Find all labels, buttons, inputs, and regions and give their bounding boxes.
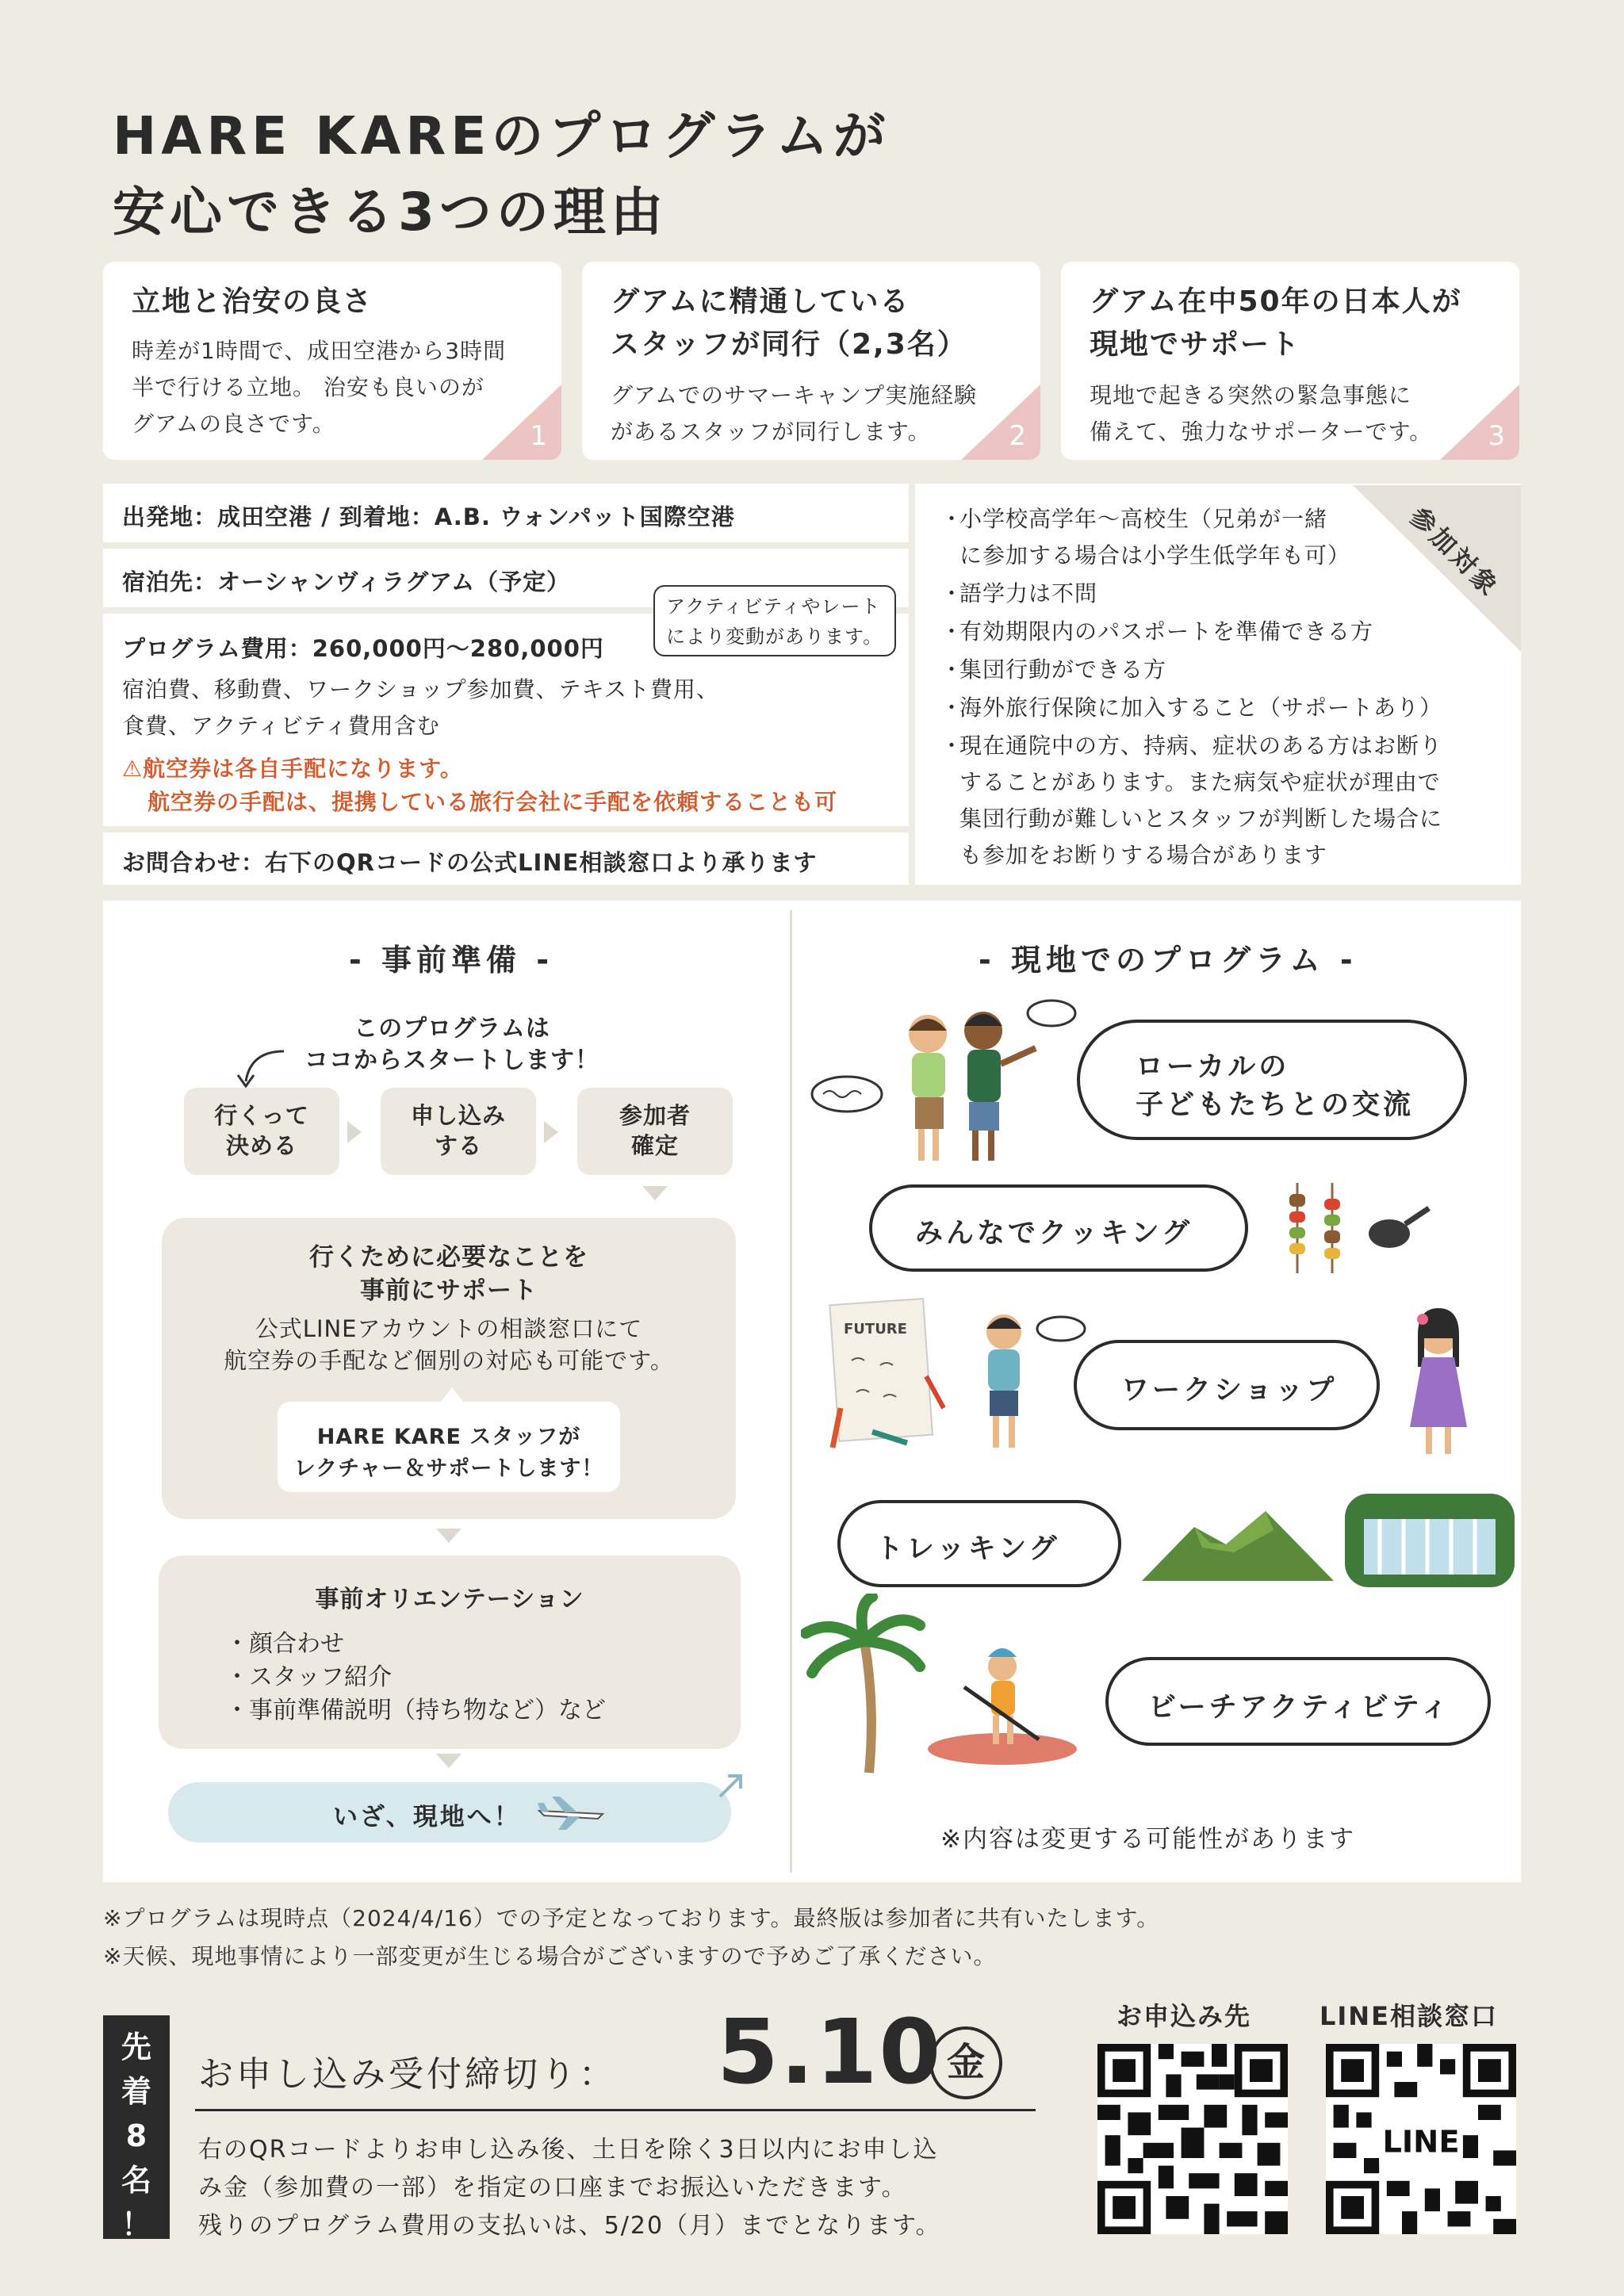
fee-text: プログラム費用：260,000円〜280,000円 — [122, 635, 604, 662]
step-apply: 申し込み する — [381, 1088, 536, 1175]
title-line-1: HARE KAREのプログラムが — [113, 105, 891, 166]
support-heading: 行くために必要なことを — [309, 1243, 588, 1272]
weekday-circle: 金 — [929, 2026, 1002, 2099]
local-title: - 現地でのプログラム - — [979, 943, 1358, 978]
go-text: いざ、現地へ！ — [333, 1803, 521, 1831]
reason-heading: グアムに精通している — [611, 285, 910, 318]
beach-bubble: ビーチアクティビティ — [1105, 1657, 1491, 1746]
orientation-item: ・顔合わせ — [225, 1630, 344, 1658]
beach-illustration — [801, 1594, 1086, 1776]
line-qr-code[interactable] — [1326, 2044, 1516, 2234]
target-item: ・ 現在通院中の方、持病、症状のある方はお断り することがあります。また病気や症状が理由で 集団行動が難しいとスタッフが判断した場合に も参加をお断りする場合があります — [940, 733, 1443, 868]
prep-title: - 事前準備 - — [349, 943, 554, 978]
reason-card-1 — [103, 262, 561, 460]
target-item: ・ 集団行動ができる方 — [940, 656, 1167, 683]
reason-body-line: があるスタッフが同行します。 — [611, 419, 931, 445]
title-line-2: 安心できる3つの理由 — [113, 182, 668, 243]
start-text: このプログラムは — [354, 1015, 550, 1043]
warning-text: ⚠航空券は各自手配になります。 — [122, 756, 463, 782]
line-logo-text: LINE — [1382, 2124, 1460, 2160]
exchange-bubble: ローカルの 子どもたちとの交流 — [1077, 1020, 1467, 1140]
workshop-bubble: ワークショップ — [1074, 1340, 1380, 1430]
first-8-badge: 先 着 8 名 ！ — [103, 2015, 170, 2239]
staff-box-pointer — [441, 1387, 463, 1402]
deadline-label: お申し込み受付締切り： — [198, 2054, 617, 2095]
footnote: ※天候、現地事情により一部変更が生じる場合がございますので予めご了承ください。 — [103, 1943, 997, 1969]
orientation-item: ・事前準備説明（持ち物など）など — [225, 1697, 606, 1724]
reason-body-line: 現地で起きる突然の緊急事態に — [1090, 382, 1412, 408]
svg-text:FUTURE: FUTURE — [844, 1321, 907, 1337]
reason-heading-2: 現地でサポート — [1090, 328, 1301, 361]
arrow-right-icon — [544, 1121, 558, 1143]
fee-note-box — [653, 585, 896, 656]
info-departure-row — [103, 484, 909, 542]
arrow-right-icon — [347, 1121, 362, 1143]
deadline-body-line: 右のQRコードよりお申し込み後、土日を除く3日以内にお申し込 — [198, 2136, 939, 2164]
arrow-down-icon — [436, 1529, 462, 1543]
workshop-illustration — [825, 1297, 1039, 1464]
orientation-item: ・スタッフ紹介 — [225, 1663, 392, 1691]
girl-illustration — [1399, 1308, 1478, 1459]
reason-body-line: 半で行ける立地。 治安も良いのが — [132, 374, 485, 400]
support-body: 公式LINEアカウントの相談窓口にて — [255, 1315, 643, 1342]
reason-number: 3 — [1488, 420, 1505, 452]
card-corner — [482, 385, 561, 460]
deadline-underline — [195, 2109, 1036, 2111]
fee-note-line: により変動があります。 — [666, 626, 883, 648]
staff-text: HARE KARE スタッフが — [316, 1425, 581, 1449]
content-change-note: ※内容は変更する可能性があります — [940, 1825, 1355, 1854]
airplane-icon — [536, 1790, 607, 1835]
reason-body-line: 備えて、強力なサポーターです。 — [1090, 419, 1433, 445]
target-item: ・ 有効期限内のパスポートを準備できる方 — [940, 618, 1374, 645]
reason-heading: グアム在中50年の日本人が — [1090, 285, 1462, 318]
arrow-up-right-icon — [715, 1770, 747, 1801]
footnote: ※プログラムは現時点（2024/4/16）での予定となっております。最終版は参加者に共有いたします。 — [103, 1905, 1160, 1931]
target-ribbon — [1353, 485, 1521, 652]
curve-arrow-icon — [235, 1045, 290, 1093]
reason-card-3 — [1061, 262, 1519, 460]
reason-heading-2: スタッフが同行（2,3名） — [611, 328, 967, 361]
deadline-date: 5.10 — [717, 2001, 943, 2104]
hotel-text: 宿泊先：オーシャンヴィラグアム（予定） — [122, 568, 571, 595]
waterfall-illustration — [1340, 1487, 1521, 1594]
trekking-bubble: トレッキング — [837, 1500, 1121, 1587]
cooking-bubble: みんなでクッキング — [869, 1184, 1248, 1272]
step-confirm: 参加者 確定 — [577, 1088, 733, 1175]
start-text-2: ココからスタートします！ — [304, 1047, 599, 1074]
deadline-body-line: み金（参加費の一部）を指定の口座までお振込いただきます。 — [198, 2174, 907, 2202]
warning-text-2: 航空券の手配は、提携している旅行会社に手配を依頼することも可 — [147, 789, 838, 815]
fee-detail-line: 宿泊費、移動費、ワークショップ参加費、テキスト費用、 — [122, 676, 719, 702]
fee-note-line: アクティビティやレート — [666, 595, 881, 618]
reason-heading: 立地と治安の良さ — [132, 285, 373, 318]
deadline-body-line: 残りのプログラム費用の支払いは、5/20（月）までとなります。 — [198, 2212, 941, 2240]
cooking-illustration — [1278, 1177, 1437, 1280]
speech-scribble-icon — [1034, 1314, 1090, 1346]
mountain-illustration — [1139, 1487, 1337, 1590]
reason-body-line: グアムの良さです。 — [132, 411, 335, 437]
apply-qr-label: お申込み先 — [1116, 2001, 1252, 2031]
reason-body-line: グアムでのサマーキャンプ実施経験 — [611, 382, 978, 408]
departure-text: 出発地：成田空港 / 到着地：A.B. ウォンパット国際空港 — [122, 503, 735, 530]
info-contact-row — [103, 832, 909, 885]
target-item: ・ 小学校高学年〜高校生（兄弟が一緒 に参加する場合は小学生低学年も可） — [940, 506, 1351, 568]
reason-number: 2 — [1009, 420, 1026, 452]
reason-card-2 — [582, 262, 1040, 460]
fee-detail-line: 食費、アクティビティ費用含む — [122, 713, 440, 739]
line-qr-label: LINE相談窓口 — [1320, 2001, 1498, 2031]
card-corner — [1440, 385, 1519, 460]
step-decide: 行くって 決める — [184, 1088, 339, 1175]
support-heading-2: 事前にサポート — [360, 1276, 538, 1305]
panel-divider — [790, 910, 792, 1873]
kids-exchange-illustration — [806, 996, 1083, 1170]
arrow-down-icon — [436, 1754, 462, 1768]
target-item: ・ 語学力は不問 — [940, 580, 1098, 607]
contact-text: お問合わせ：右下のQRコードの公式LINE相談窓口より承ります — [122, 849, 818, 876]
apply-qr-code[interactable] — [1097, 2044, 1288, 2234]
support-body-2: 航空券の手配など個別の対応も可能です。 — [224, 1347, 674, 1374]
staff-text-2: レクチャー＆サポートします！ — [293, 1456, 604, 1481]
arrow-down-icon — [642, 1186, 668, 1200]
target-label: 参加対象 — [1404, 501, 1506, 603]
reason-number: 1 — [530, 420, 547, 452]
orientation-title: 事前オリエンテーション — [315, 1586, 584, 1613]
target-item: ・ 海外旅行保険に加入すること（サポートあり） — [940, 695, 1443, 721]
reason-body-line: 時差が1時間で、成田空港から3時間 — [132, 338, 507, 364]
